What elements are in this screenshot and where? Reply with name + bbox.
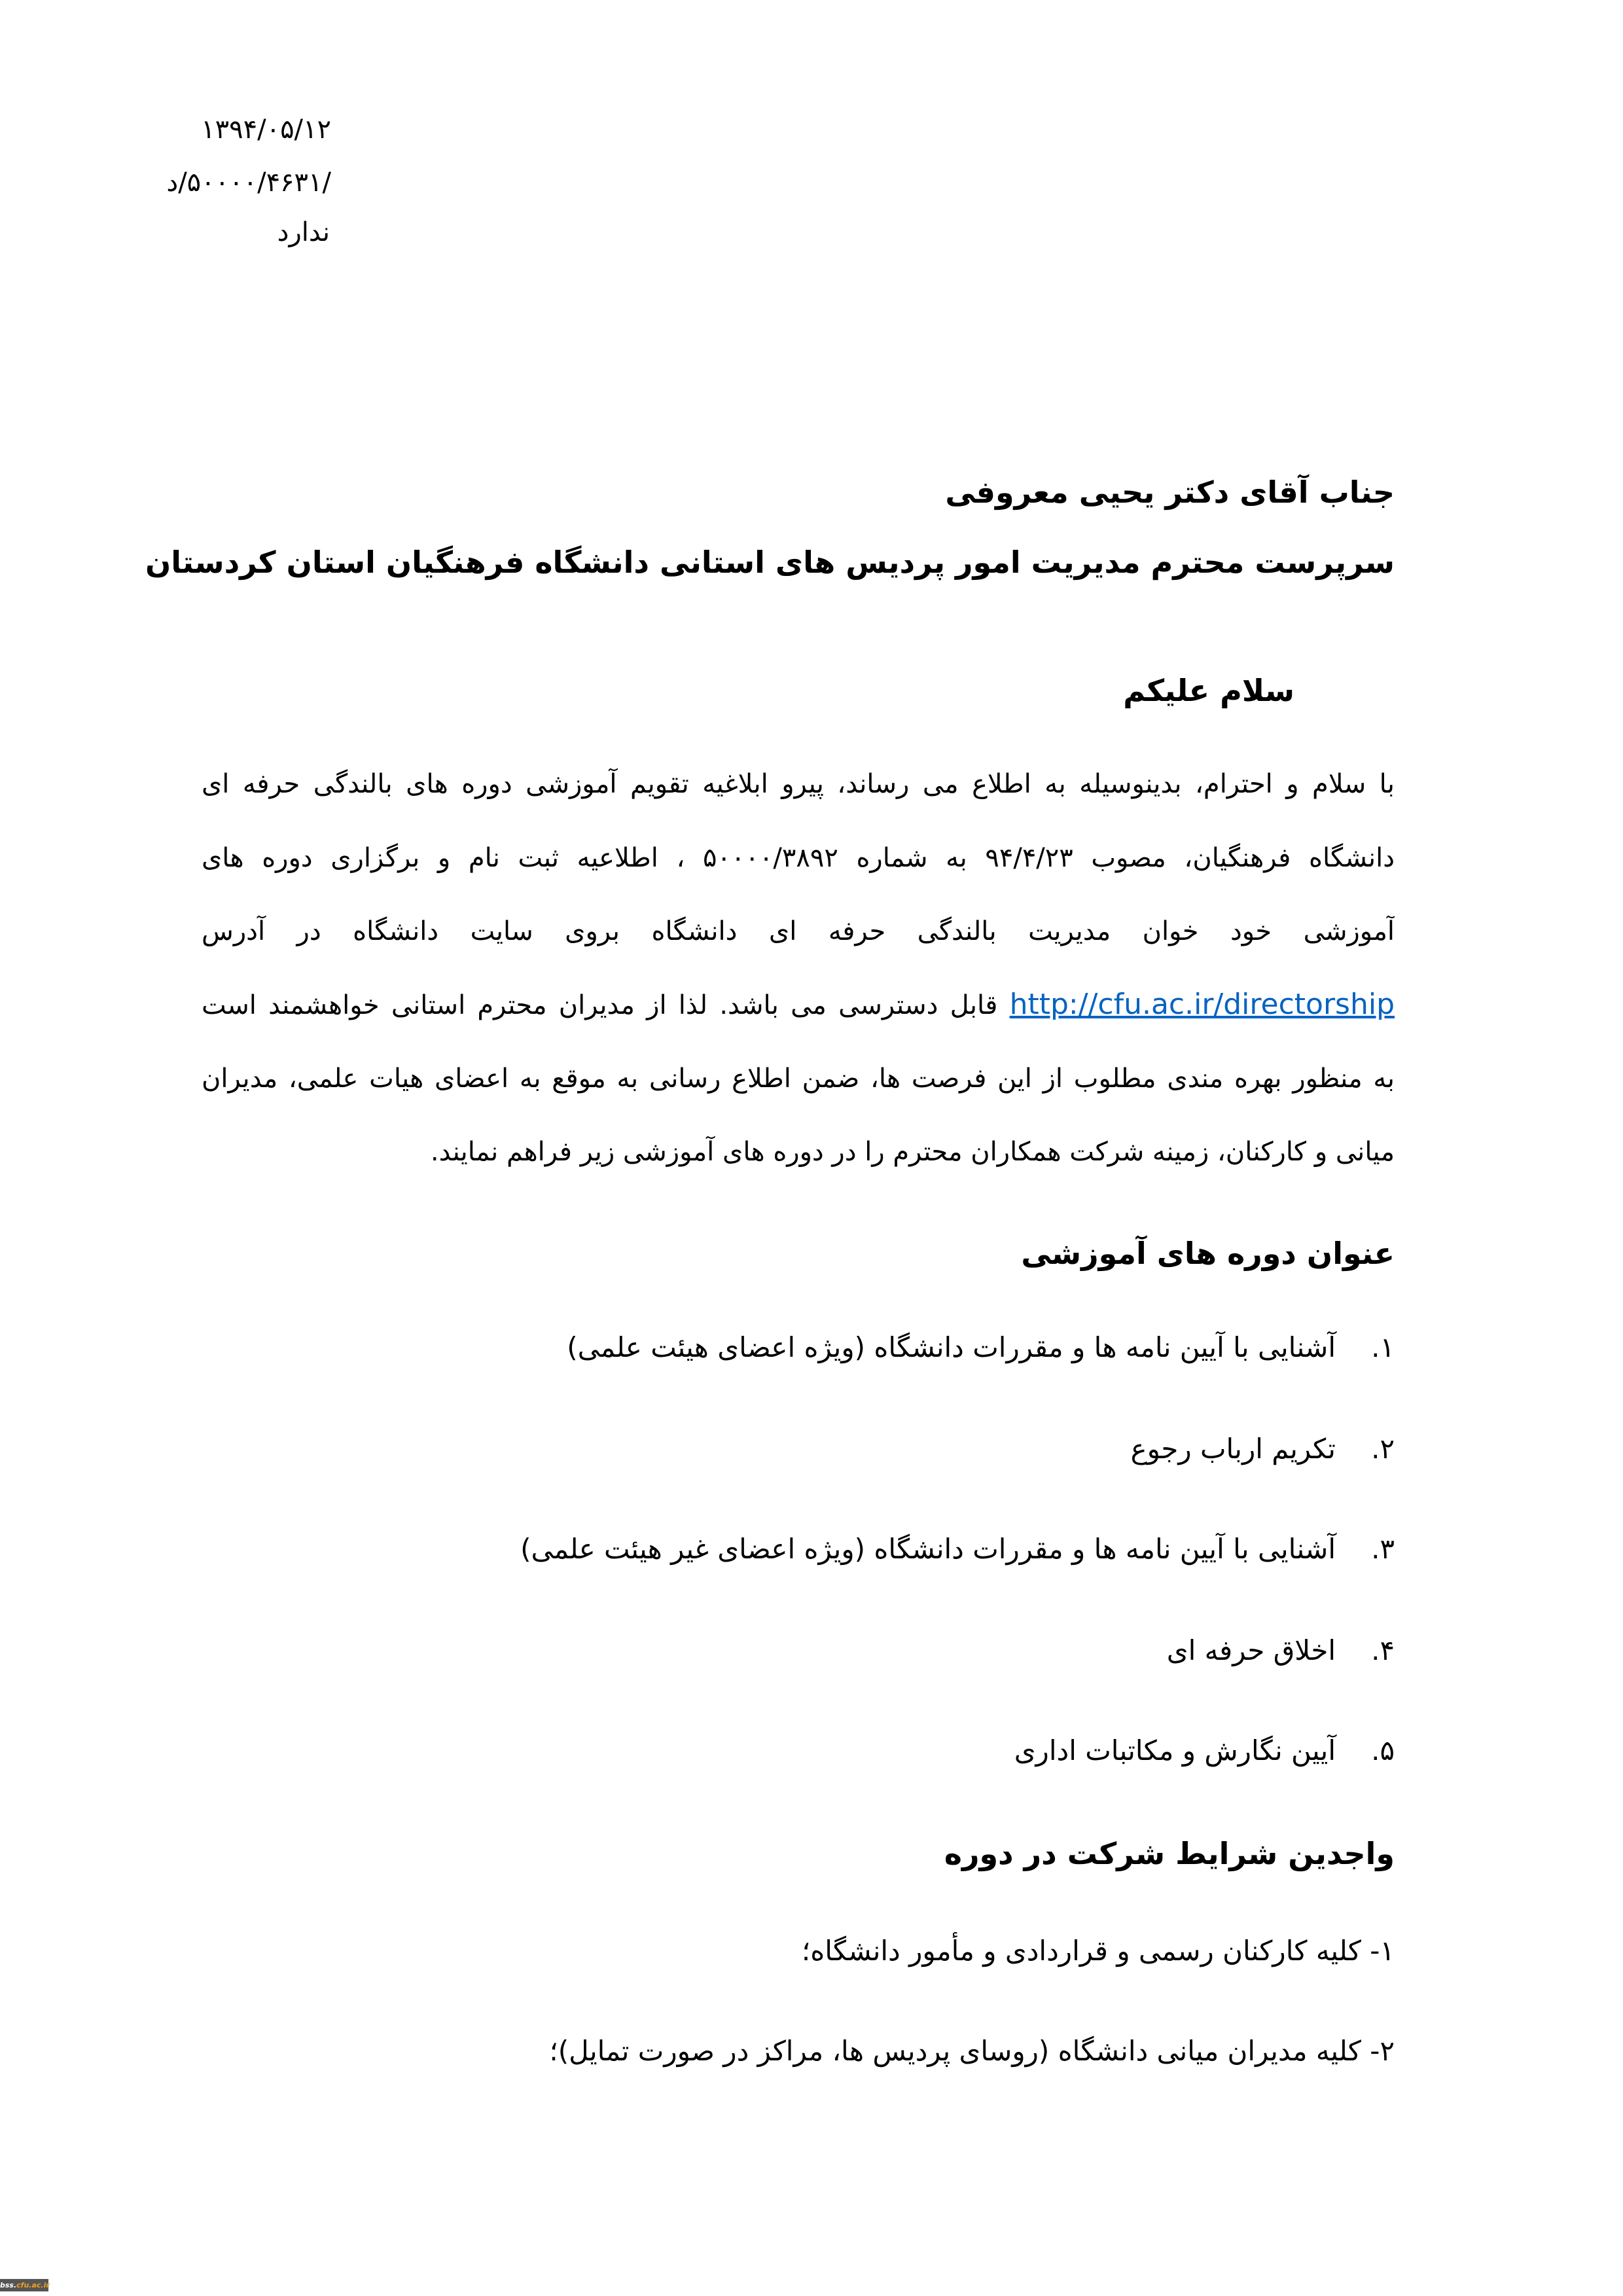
body-line: با سلام و احترام، بدینوسیله به اطلاع می رساند، پیرو ابلاغیه تقویم آموزشی دوره های بالندگی حرفه ای [202,769,1395,799]
body-line: به منظور بهره مندی مطلوب از این فرصت ها، ضمن اطلاع رسانی به موقع به اعضای هیات علمی، مدیران [202,1064,1395,1094]
directorship-link[interactable]: http://cfu.ac.ir/directorship [1009,988,1395,1021]
watermark-prefix: bss. [0,2281,17,2289]
item-text: اخلاق حرفه ای [1166,1634,1336,1666]
body-text: قابل دسترسی می باشد. لذا از مدیران محترم استانی خواهشمند است [202,990,998,1020]
eligibility-item: ۱- کلیه کارکنان رسمی و قراردادی و مأمور دانشگاه؛ [801,1935,1395,1967]
recipient-name: جناب آقای دکتر یحیی معروفی [945,475,1395,510]
attachment-status: ندارد [277,217,330,247]
body-line: دانشگاه فرهنگیان، مصوب ۹۴/۴/۲۳ به شماره ۵۰۰۰۰/۳۸۹۲ ، اطلاعیه ثبت نام و برگزاری دوره های [202,843,1395,873]
course-item [567,1328,1395,1367]
item-number: ۲. [1371,1433,1395,1465]
recipient-title: سرپرست محترم مدیریت امور پردیس های استانی دانشگاه فرهنگیان استان کردستان [145,545,1395,580]
eligibility-item: ۲- کلیه مدیران میانی دانشگاه (روسای پردیس ها، مراکز در صورت تمایل)؛ [549,2035,1395,2067]
item-number: ۴. [1371,1634,1395,1666]
item-text: آیین نگارش و مکاتبات اداری [1014,1734,1336,1767]
item-text: آشنایی با آیین نامه ها و مقررات دانشگاه (ویژه اعضای غیر هیئت علمی) [520,1533,1336,1565]
course-item [1131,1429,1395,1469]
item-number: ۳. [1371,1533,1395,1565]
item-text: تکریم ارباب رجوع [1130,1433,1336,1465]
letter-date: ۱۳۹۴/۰۵/۱۲ [201,115,331,145]
letter-number: /۵۰۰۰۰/۴۶۳۱/د [166,168,331,198]
watermark-suffix: cfu.ac.ir [16,2281,50,2289]
item-number: ۵. [1371,1734,1395,1767]
site-watermark [0,2279,48,2291]
course-item [1014,1731,1395,1770]
item-number: ۱. [1371,1331,1395,1363]
courses-heading: عنوان دوره های آموزشی [1021,1236,1395,1271]
greeting: سلام علیکم [1123,673,1294,708]
eligibility-heading: واجدین شرایط شرکت در دوره [944,1836,1395,1871]
course-item [1167,1631,1395,1670]
body-line-with-link [202,985,1395,1024]
item-text: آشنایی با آیین نامه ها و مقررات دانشگاه (ویژه اعضای هیئت علمی) [567,1331,1336,1363]
body-line: میانی و کارکنان، زمینه شرکت همکاران محترم را در دوره های آموزشی زیر فراهم نمایند. [430,1137,1395,1167]
course-item [520,1530,1395,1569]
body-line: آموزشی خود خوان مدیریت بالندگی حرفه ای دانشگاه بروی سایت دانشگاه در آدرس [202,916,1395,946]
